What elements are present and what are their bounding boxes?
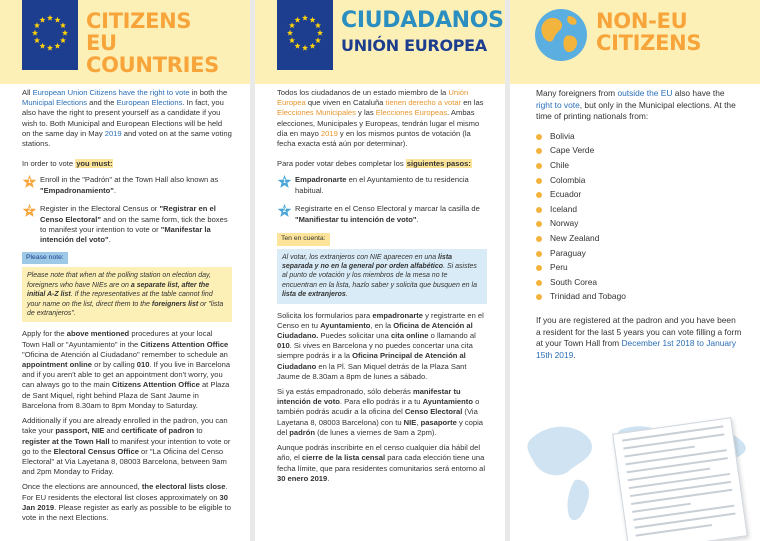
eu-flag-icon <box>277 0 333 70</box>
text-run: Solicita los formularios para <box>277 310 373 320</box>
country-item: Ecuador <box>536 189 742 201</box>
text-run: Apply for the <box>22 329 67 339</box>
text-run: Oficina de Atención al Ciudadano. <box>277 320 473 341</box>
text-run: (de lunes a viernes de 9am a 2pm). <box>314 427 437 437</box>
text-run: or "La Oficina del Censo Electoral" at Via Layetana 8, 08003 Barcelona, between 9am and 2pm Monday to Friday. <box>22 446 227 477</box>
title-line-1: NON-EU <box>596 9 688 33</box>
intro-paragraph <box>277 88 487 149</box>
panel-header <box>0 0 250 84</box>
outro-paragraph <box>536 315 742 361</box>
text-run: y las <box>355 108 376 118</box>
text-run: . Si vives en Barcelona y no puedes concertar una cita siempre podrás ir a la <box>277 341 473 361</box>
text-run: "Oficina de Atención al Ciudadano" remember to schedule an <box>22 349 228 359</box>
country-item: Colombia <box>536 175 742 187</box>
text-run: certificate of padron <box>121 426 195 436</box>
text-run: . Si asistes al punto de votación y los miembros de la mesa no te encuentran en la lista, hazlo saber y solicita que busquen en la <box>282 263 477 289</box>
country-item: Iceland <box>536 204 742 216</box>
country-item: Bolivia <box>536 131 742 143</box>
text-run: 2019 <box>320 128 338 138</box>
text-run: y registrarte en el Censo en tu <box>277 310 484 330</box>
text-run: . <box>416 214 419 224</box>
text-run: Once the elections are announced, <box>22 482 142 492</box>
text-run: to <box>194 426 203 436</box>
country-item: Norway <box>536 218 742 230</box>
country-list <box>536 131 742 303</box>
text-run: en las <box>461 98 484 108</box>
text-run: "Registrar en el Censo Electoral" <box>40 204 216 224</box>
requirements-heading <box>277 159 487 169</box>
text-run: . Para ello podrás ir a tu <box>339 397 423 407</box>
text-run: register at the Town Hall <box>22 436 110 446</box>
text-run: 2019 <box>104 128 122 138</box>
text-run: European Elections <box>116 98 183 108</box>
note-box <box>277 249 487 304</box>
title-line-2: UNIÓN EUROPEA <box>341 36 487 55</box>
text-run: Citizens Attention Office <box>111 380 200 390</box>
text-run: cierre de la lista censal <box>301 453 386 463</box>
text-run: a separate list, after the initial A-Z list <box>27 281 210 299</box>
panel-eu-citizens-es <box>255 0 505 541</box>
text-run: "Manifiestar tu intención de voto" <box>295 214 417 224</box>
text-run: Registrarte en el Censo Electoral y marcar la casilla de <box>295 204 480 214</box>
text-run: . In fact, you also have the right to present yourself as a candidate if you wish to. Both Municipal and European Elections will be held on the same day in May <box>22 98 224 138</box>
text-run: 010 <box>277 341 290 351</box>
steps-list <box>22 175 232 245</box>
text-run: . Ambas elecciones, Municipales y Europeas, tendrán lugar el mismo día en mayo <box>277 108 480 138</box>
text-run: "Manifestar la intención del voto" <box>40 224 211 245</box>
text-run: Censo Electoral <box>404 407 463 417</box>
text-run: procedures at your local Town Hall or "Ayuntamiento" in the <box>22 329 213 349</box>
country-item: Chile <box>536 160 742 172</box>
steps-list <box>277 175 487 226</box>
text-run: . If the representatives at the table cannot find your name on the list, direct them to the <box>27 291 213 308</box>
text-run: . <box>327 473 330 483</box>
step-text <box>40 175 232 195</box>
text-run: en el Ayuntamiento de tu residencia habitual. <box>295 175 469 195</box>
text-run: Unión Europea <box>277 88 469 108</box>
star-bullet-icon <box>22 174 37 189</box>
country-item: New Zealand <box>536 233 742 245</box>
step-text <box>40 204 232 245</box>
text-run: Many foreigners from <box>536 88 618 98</box>
text-run: en la Pl. San Miquel detrás de la Plaza Sant Jaume de 8.30am a 8pm de lunes a sábado. <box>277 361 467 381</box>
text-run: Enroll in the "Padrón" at the Town Hall also known as <box>40 175 219 185</box>
text-run: All <box>22 88 33 97</box>
text-run: (Via Layetana 8, 08003 Barcelona) con tu <box>277 407 478 427</box>
step-item <box>22 175 232 197</box>
title-line-1: CITIZENS <box>86 9 192 33</box>
requirements-highlight: siguientes pasos: <box>406 159 471 169</box>
intro-paragraph <box>536 88 742 123</box>
text-run: . <box>573 349 576 360</box>
step-number: 1 <box>27 178 32 186</box>
globe-icon <box>532 6 590 64</box>
country-item: Trinidad and Tobago <box>536 291 742 303</box>
text-run: or "lista de extranjeros". <box>27 300 224 318</box>
text-run: at Plaza de Sant Miquel, right behind Plaza de Sant Jaume in Barcelona from 8.30am to 8pm Monday to Saturday. <box>22 380 230 410</box>
text-run: y en los mismos puntos de votación (la fecha exacta está aún por determinar). <box>277 128 471 149</box>
text-run: Oficina Principal de Atención al Ciudadano <box>277 351 466 371</box>
title-line-1: CIUDADANOS <box>341 8 504 33</box>
text-run: y copia del <box>277 417 484 437</box>
text-run: manifestar tu intención de voto <box>277 387 461 407</box>
text-run: and the <box>87 98 117 108</box>
text-run: Municipal Elections <box>22 98 87 108</box>
text-run: Aunque podrás inscribirte en el censo cualquier día hábil del año, el <box>277 443 481 463</box>
step-text <box>295 175 487 195</box>
text-run: Register in the Electoral Census or <box>40 204 160 214</box>
text-run: tienen derecho a votar <box>385 98 462 108</box>
panel-eu-citizens-en <box>0 0 250 541</box>
paragraph-lists-close <box>277 443 487 484</box>
text-run: Additionally if you are already enrolled in the padron, you can take your <box>22 416 228 436</box>
text-run: and on the same form, tick the boxes to manifest your intention to vote or <box>40 214 228 234</box>
text-run: . <box>108 235 111 245</box>
text-run: and <box>104 426 122 436</box>
text-run: Elecciones Municipales <box>277 108 356 118</box>
text-run: Todos los ciudadanos de un estado miembro de la <box>277 88 449 97</box>
text-run: Elecciones Europeas <box>375 108 448 118</box>
step-number: 2 <box>27 207 32 215</box>
title-line-2: CITIZENS <box>596 31 702 55</box>
text-run: , but only in the Municipal elections. At the time of printing nationals from: <box>536 99 736 122</box>
panel-body <box>536 88 742 366</box>
text-run: , <box>416 417 421 427</box>
paragraph-apply <box>277 311 487 382</box>
note-label: Ten en cuenta: <box>277 233 330 245</box>
paragraph-enrolled <box>22 416 232 477</box>
text-run: Ayuntamiento <box>320 320 371 330</box>
text-run: Si ya estás empadronado, sólo deberás <box>277 387 413 397</box>
form-document-graphic <box>612 417 748 541</box>
panel-body <box>22 88 232 528</box>
text-run: 010 <box>136 360 150 370</box>
step-number: 1 <box>282 178 287 186</box>
step-text <box>295 204 487 224</box>
text-run: . For EU residents the electoral list closes approximately on <box>22 482 228 502</box>
panel-body <box>277 88 487 489</box>
step-item <box>22 204 232 245</box>
paragraph-apply <box>22 329 232 411</box>
intro-paragraph <box>22 88 232 149</box>
text-run: 30 Jan 2019 <box>22 492 228 512</box>
paragraph-lists-close <box>22 482 232 523</box>
text-run: foreigners list <box>151 300 199 308</box>
text-run: and voted on at the same voting stations. <box>22 128 232 149</box>
panel-title <box>86 10 250 76</box>
text-run: padrón <box>289 427 315 437</box>
eu-flag-icon <box>22 0 78 70</box>
text-run: right to vote <box>536 99 580 110</box>
text-run: empadronarte <box>372 310 424 320</box>
text-run: 30 enero 2019 <box>277 473 328 483</box>
star-bullet-icon <box>277 174 292 189</box>
text-run: Empadronarte <box>295 175 347 185</box>
text-run: also have the <box>672 88 725 98</box>
panel-header <box>510 0 760 84</box>
panel-title <box>341 10 504 57</box>
text-run: to manifest your intention to vote or go to the <box>22 436 231 456</box>
star-bullet-icon <box>22 203 37 218</box>
text-run: cita online <box>390 331 429 341</box>
requirements-lead: Para poder votar debes completar los <box>277 159 406 169</box>
country-item: Paraguay <box>536 248 742 260</box>
text-run: Electoral Census Office <box>53 446 139 456</box>
text-run: "Empadronamiento" <box>40 185 114 195</box>
step-item <box>277 175 487 197</box>
text-run: passport, NIE <box>55 426 105 436</box>
text-run: Puedes solicitar una <box>318 331 391 341</box>
text-run: para cada elección tiene una fecha límite, que para residentes comunitarios será entorno al <box>277 453 486 473</box>
title-line-2: EU COUNTRIES <box>86 31 219 77</box>
text-run: Citizens Attention Office <box>140 339 229 349</box>
requirements-highlight: you must: <box>76 159 113 169</box>
text-run: European Union Citizens have the right to vote <box>32 88 190 97</box>
text-run: the electoral lists close <box>141 482 226 492</box>
text-run: lista de extranjeros <box>282 291 346 299</box>
text-run: outside the EU <box>617 88 673 98</box>
text-run: lista separada y no en la general por orden alfabético <box>282 253 453 271</box>
step-number: 2 <box>282 207 287 215</box>
step-item <box>277 204 487 226</box>
paragraph-enrolled <box>277 387 487 438</box>
text-run: Al votar, los extranjeros con NIE aparecen en una <box>282 253 439 261</box>
panel-header <box>255 0 505 84</box>
text-run: If you are registered at the padron and you have been a resident for the last 5 years you can vote filling a form at your Town Hall from <box>536 314 742 349</box>
text-run: . If you live in Barcelona and if you aren't able to get an appointment don't worry, you can always go to the main <box>22 360 231 390</box>
note-label: Please note: <box>22 252 68 264</box>
text-run: in both the <box>189 88 228 97</box>
text-run: Please note that when at the polling station on election day, foreigners who have NIEs are on <box>27 272 211 289</box>
requirements-heading <box>22 159 232 169</box>
text-run: o también podrás acudir a la oficina del <box>277 397 480 417</box>
text-run: o llamando al <box>428 331 476 341</box>
text-run: . <box>345 291 348 299</box>
country-item: Cape Verde <box>536 145 742 157</box>
text-run: que viven en Cataluña <box>305 98 386 108</box>
text-run: pasaporte <box>420 417 457 427</box>
requirements-lead: In order to vote <box>22 159 76 169</box>
note-box <box>22 267 232 322</box>
panel-title <box>596 10 701 54</box>
country-item: Peru <box>536 262 742 274</box>
text-run: or by calling <box>92 360 137 370</box>
text-run: above mentioned <box>66 329 130 339</box>
text-run: . <box>113 185 116 195</box>
text-run: . Please register as early as possible to be eligible to vote in the next Elections. <box>22 502 231 522</box>
text-run: NIE <box>403 417 417 427</box>
text-run: appointment online <box>22 360 93 370</box>
text-run: , en la <box>370 320 394 330</box>
country-item: South Corea <box>536 277 742 289</box>
text-run: Ayuntamiento <box>422 397 473 407</box>
text-run: December 1st 2018 to January 15th 2019 <box>536 338 737 360</box>
star-bullet-icon <box>277 203 292 218</box>
